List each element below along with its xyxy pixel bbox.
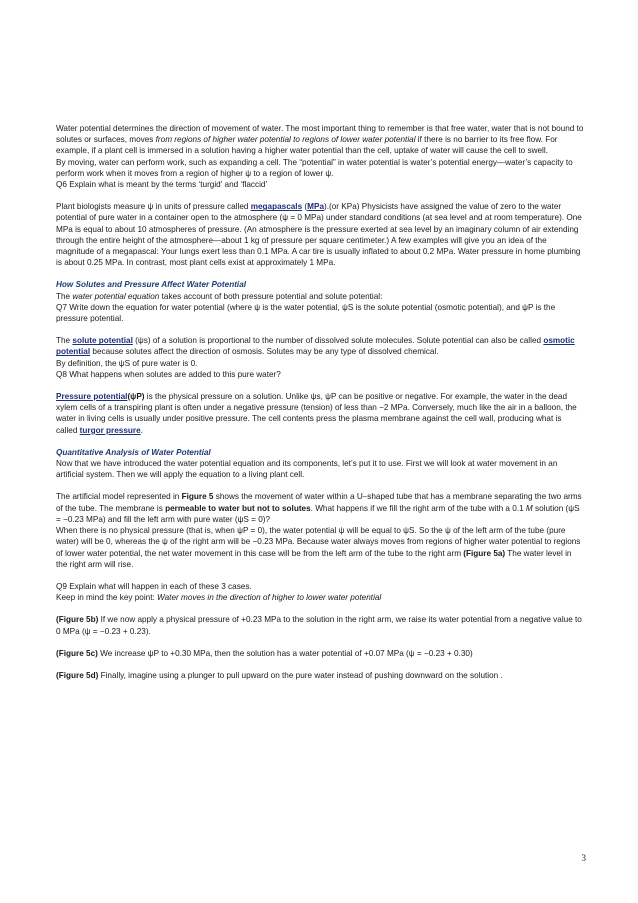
paragraph-figure-5c: (Figure 5c) We increase ψP to +0.30 MPa, then the solution has a water potential of +0.07 MPa (ψ = −0.23 + 0.30) (56, 648, 473, 658)
paragraph-water-potential-intro: Water potential determines the direction of movement of water. The most important thing to remember is that free water, water that is not bound to solutes or surfaces, moves from regions of higher water potential to regions of lower water potential if there is no barrier to its free flow. For example, if a plant cell is immersed in a solution having a higher water potential than the cell, uptake of water will cause the cell to swell. (56, 124, 584, 156)
link-mpa[interactable]: MPa (307, 202, 324, 212)
heading-quantitative-analysis: Quantitative Analysis of Water Potential (56, 447, 211, 457)
key-point: Keep in mind the key point: Water moves in the direction of higher to lower water potential (56, 593, 382, 603)
paragraph-pressure-potential: Pressure potential(ψP) is the physical pressure on a solution. Unlike ψs, ψP can be positive or negative. For example, the water in the dead xylem cells of a transpiring plant is often under a negative pressure (tension) of less than −2 MPa. Conversely, much like the air in a balloon, the water in living cells is usually under positive pressure. The cell contents press the plasma membrane against the cell wall, producing what is called turgor pressure. (56, 392, 577, 435)
heading-solutes-pressure: How Solutes and Pressure Affect Water Potential (56, 280, 247, 290)
paragraph-megapascals: Plant biologists measure ψ in units of pressure called megapascals (MPa).(or KPa) Physicists have assigned the value of zero to the water potential of pure water in a container open to the atmosphere (ψ = 0 MPa) under standard conditions (at sea level and at room temperature). One MPa is equal to about 10 atmospheres of pressure. (An atmosphere is the pressure exerted at sea level by an imaginary column of air extending through the entire height of the atmosphere—about 1 kg of pressure per square centimeter.) A few examples will give you an idea of the magnitude of a megapascal: Your lungs exert less than 0.1 MPa. A car tire is usually inflated to about 0.2 MPa. Water pressure in home plumbing is about 0.25 MPa. In contrast, most plant cells exist at approximately 1 MPa. (56, 202, 582, 268)
page-number: 3 (581, 853, 586, 863)
paragraph-solute-potential: The solute potential (ψs) of a solution is proportional to the number of dissolved solute molecules. Solute potential can also be called osmotic potential because solutes affect the direction of osmosis. Solutes may be any type of dissolved chemical. (56, 336, 575, 357)
paragraph-put-to-use: Now that we have introduced the water potential equation and its components, let’s put it to use. First we will look at water movement in an artificial system. Then we will apply the equation to a living plant cell. (56, 459, 558, 480)
link-turgor-pressure[interactable]: turgor pressure (79, 425, 141, 435)
paragraph-pure-water-definition: By definition, the ψS of pure water is 0. (56, 358, 198, 368)
question-8: Q8 What happens when solutes are added to this pure water? (56, 369, 281, 379)
question-7: Q7 Write down the equation for water potential (where ψ is the water potential, ψS is the solute potential (osmotic potential), and ψP is the pressure potential. (56, 302, 556, 324)
question-6: Q6 Explain what is meant by the terms ‘turgid’ and ‘flaccid’ (56, 180, 268, 190)
paragraph-water-potential-equation: The water potential equation takes account of both pressure potential and solute potential: (56, 291, 383, 301)
link-pressure-potential[interactable]: Pressure potential (56, 392, 128, 402)
paragraph-potential-energy: By moving, water can perform work, such as expanding a cell. The “potential” in water potential is water’s potential energy—water’s capacity to perform work when it moves from a region of higher ψ to a region of lower ψ. (56, 157, 573, 178)
paragraph-artificial-model: The artificial model represented in Figure 5 shows the movement of water within a U–shaped tube that has a membrane separating the two arms of the tube. The membrane is permeable to water but not to solutes. What happens if we fill the right arm of the tube with a 0.1 M solution (ψS = −0.23 MPa) and fill the left arm with pure water (ψS = 0)? (56, 492, 582, 524)
question-9: Q9 Explain what will happen in each of these 3 cases. (56, 581, 252, 591)
paragraph-figure-5d: (Figure 5d) Finally, imagine using a plunger to pull upward on the pure water instead of pushing downward on the solution . (56, 670, 503, 680)
document-page (56, 123, 584, 681)
link-osmotic-potential[interactable]: osmotic potential (56, 336, 575, 357)
paragraph-figure-5b: (Figure 5b) If we now apply a physical pressure of +0.23 MPa to the solution in the right arm, we raise its water potential from a negative value to 0 MPa (ψ = −0.23 + 0.23). (56, 615, 582, 636)
paragraph-no-physical-pressure: When there is no physical pressure (that is, when ψP = 0), the water potential ψ will be equal to ψS. So the ψ of the left arm of the tube (pure water) will be 0, whereas the ψ of the right arm will be −0.23 MPa. Because water always moves from regions of higher water potential to regions of lower water potential, the net water movement in this case will be from the left arm of the tube to the right arm (Figure 5a) The water level in the right arm will rise. (56, 526, 581, 569)
link-solute-potential[interactable]: solute potential (72, 336, 133, 346)
link-megapascals[interactable]: megapascals (250, 202, 303, 212)
